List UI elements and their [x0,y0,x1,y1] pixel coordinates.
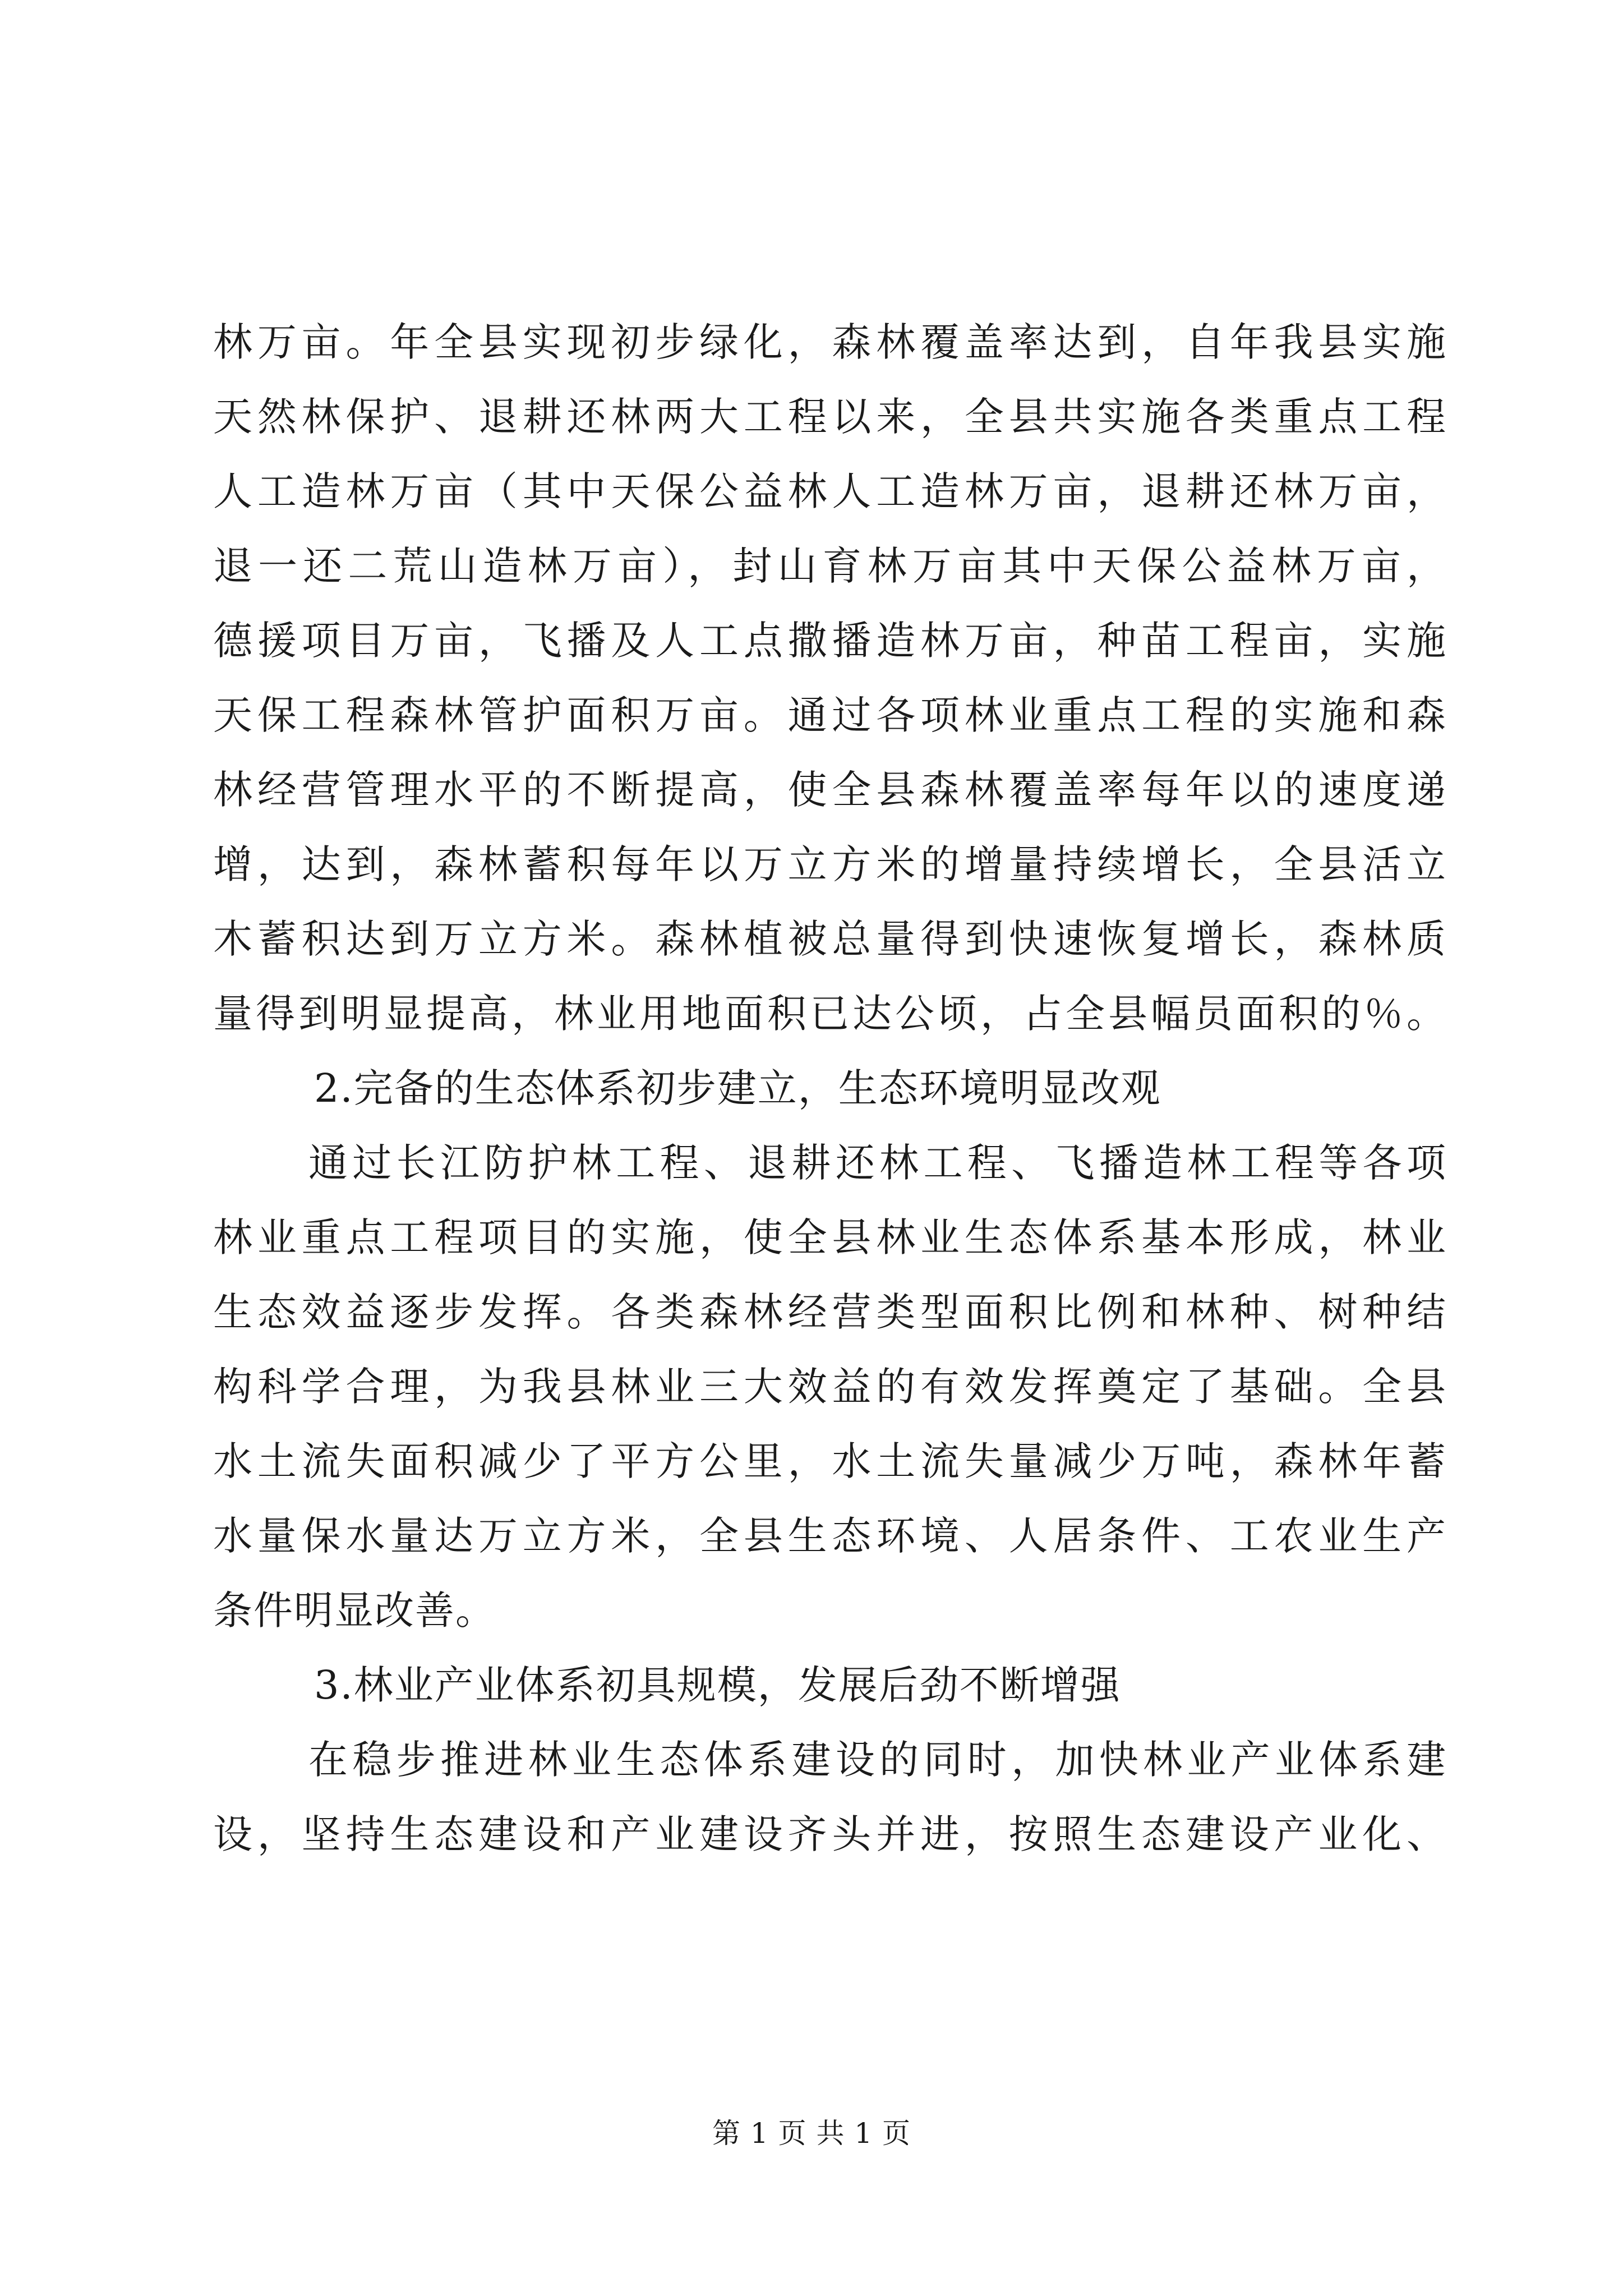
paragraph-1-line-7: 林经营管理水平的不断提高，使全县森林覆盖率每年以的速度递 [213,767,1447,813]
paragraph-1-line-2: 天然林保护、退耕还林两大工程以来，全县共实施各类重点工程 [213,394,1447,440]
paragraph-2-line-6: 水量保水量达万立方米，全县生态环境、人居条件、工农业生产 [213,1513,1447,1559]
paragraph-1-line-5: 德援项目万亩，飞播及人工点撒播造林万亩，种苗工程亩，实施 [213,618,1447,664]
paragraph-1-line-4: 退一还二荒山造林万亩），封山育林万亩其中天保公益林万亩， [213,543,1447,589]
paragraph-2-line-5: 水土流失面积减少了平方公里，水土流失量减少万吨，森林年蓄 [213,1438,1447,1484]
paragraph-3-line-1: 在稳步推进林业生态体系建设的同时，加快林业产业体系建 [308,1737,1447,1783]
page-footer: 第 1 页 共 1 页 [712,2117,911,2150]
paragraph-2-line-2: 林业重点工程项目的实施，使全县林业生态体系基本形成，林业 [213,1214,1447,1260]
paragraph-2-line-3: 生态效益逐步发挥。各类森林经营类型面积比例和林种、树种结 [213,1289,1447,1335]
section-heading-3: 3.林业产业体系初具规模，发展后劲不断增强 [314,1662,1121,1708]
paragraph-1-line-6: 天保工程森林管护面积万亩。通过各项林业重点工程的实施和森 [213,692,1447,738]
paragraph-2-line-4: 构科学合理，为我县林业三大效益的有效发挥奠定了基础。全县 [213,1364,1447,1410]
paragraph-3-line-2: 设，坚持生态建设和产业建设齐头并进，按照生态建设产业化、 [213,1811,1447,1857]
paragraph-2-line-1: 通过长江防护林工程、退耕还林工程、飞播造林工程等各项 [308,1140,1447,1186]
paragraph-1-line-9: 木蓄积达到万立方米。森林植被总量得到快速恢复增长，森林质 [213,916,1447,962]
paragraph-1-line-8: 增，达到，森林蓄积每年以万立方米的增量持续增长，全县活立 [213,841,1447,887]
paragraph-1-line-1: 林万亩。年全县实现初步绿化，森林覆盖率达到，自年我县实施 [213,319,1447,365]
paragraph-1-line-3: 人工造林万亩（其中天保公益林人工造林万亩，退耕还林万亩， [213,468,1447,514]
paragraph-1-line-10: 量得到明显提高，林业用地面积已达公顷，占全县幅员面积的％。 [213,991,1447,1037]
section-heading-2: 2.完备的生态体系初步建立，生态环境明显改观 [314,1065,1161,1111]
paragraph-2-line-7: 条件明显改善。 [213,1588,496,1634]
